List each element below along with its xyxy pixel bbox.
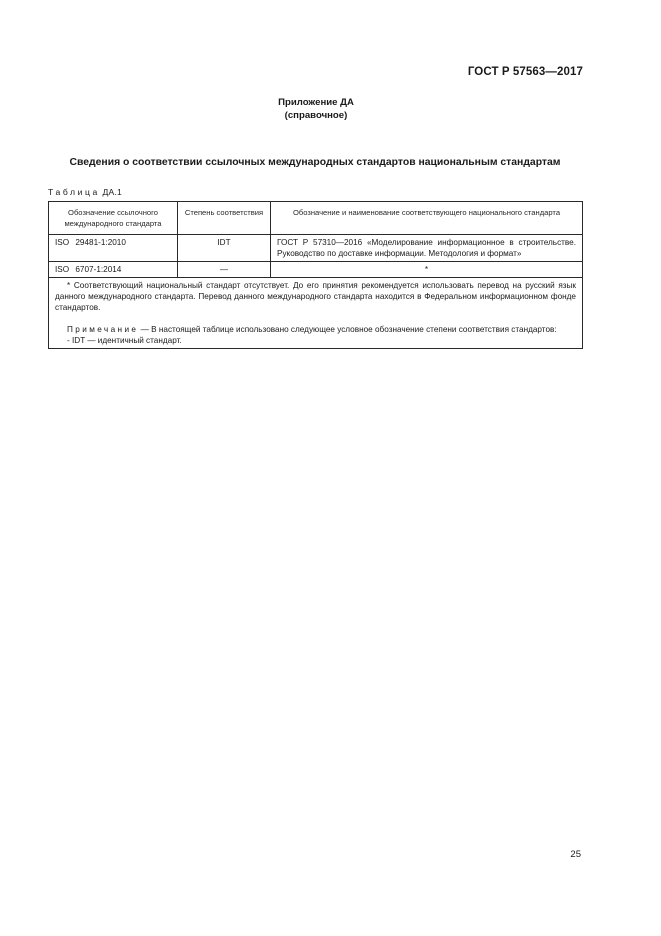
cell-reference: ISO 6707-1:2014	[49, 262, 178, 278]
cell-reference: ISO 29481-1:2010	[49, 235, 178, 262]
note	[55, 324, 576, 335]
note-item: - IDT — идентичный стандарт.	[67, 336, 182, 345]
table-header-row	[49, 202, 583, 235]
table-row	[49, 262, 583, 278]
cell-national: *	[271, 262, 583, 278]
table-caption-number: ДА.1	[102, 187, 123, 197]
table-caption-word: Таблица	[48, 187, 100, 197]
note-word: Примечание	[67, 325, 139, 334]
annex-title: Приложение ДА	[278, 97, 354, 108]
table-notes	[49, 278, 583, 349]
document-id: ГОСТ Р 57563—2017	[467, 66, 583, 78]
header-reference: Обозначение ссылочного международного стандарта	[49, 202, 178, 235]
table-notes-row	[49, 278, 583, 349]
annex-subtitle: (справочное)	[284, 110, 348, 121]
correspondence-table	[48, 201, 583, 349]
cell-degree: —	[178, 262, 271, 278]
note-text: — В настоящей таблице использовано следующее условное обозначение степени соответствия стандартов:	[140, 325, 557, 334]
page-number: 25	[570, 849, 581, 860]
footnote: * Соответствующий национальный стандарт отсутствует. До его принятия рекомендуется использовать перевод на русский язык данного международного стандарта. Перевод данного международного стандарта находится в Федеральном информационном фонде стандартов.	[55, 281, 576, 312]
header-degree: Степень соответствия	[178, 202, 271, 235]
cell-national: ГОСТ Р 57310—2016 «Моделирование информационное в строительстве. Руководство по доставке информации. Методология и формат»	[271, 235, 583, 262]
table-row	[49, 235, 583, 262]
section-title: Сведения о соответствии ссылочных международных стандартов национальным стандартам	[69, 157, 561, 168]
annex-heading	[0, 96, 632, 122]
table-caption	[48, 187, 122, 197]
cell-degree: IDT	[178, 235, 271, 262]
header-national: Обозначение и наименование соответствующего национального стандарта	[271, 202, 583, 235]
